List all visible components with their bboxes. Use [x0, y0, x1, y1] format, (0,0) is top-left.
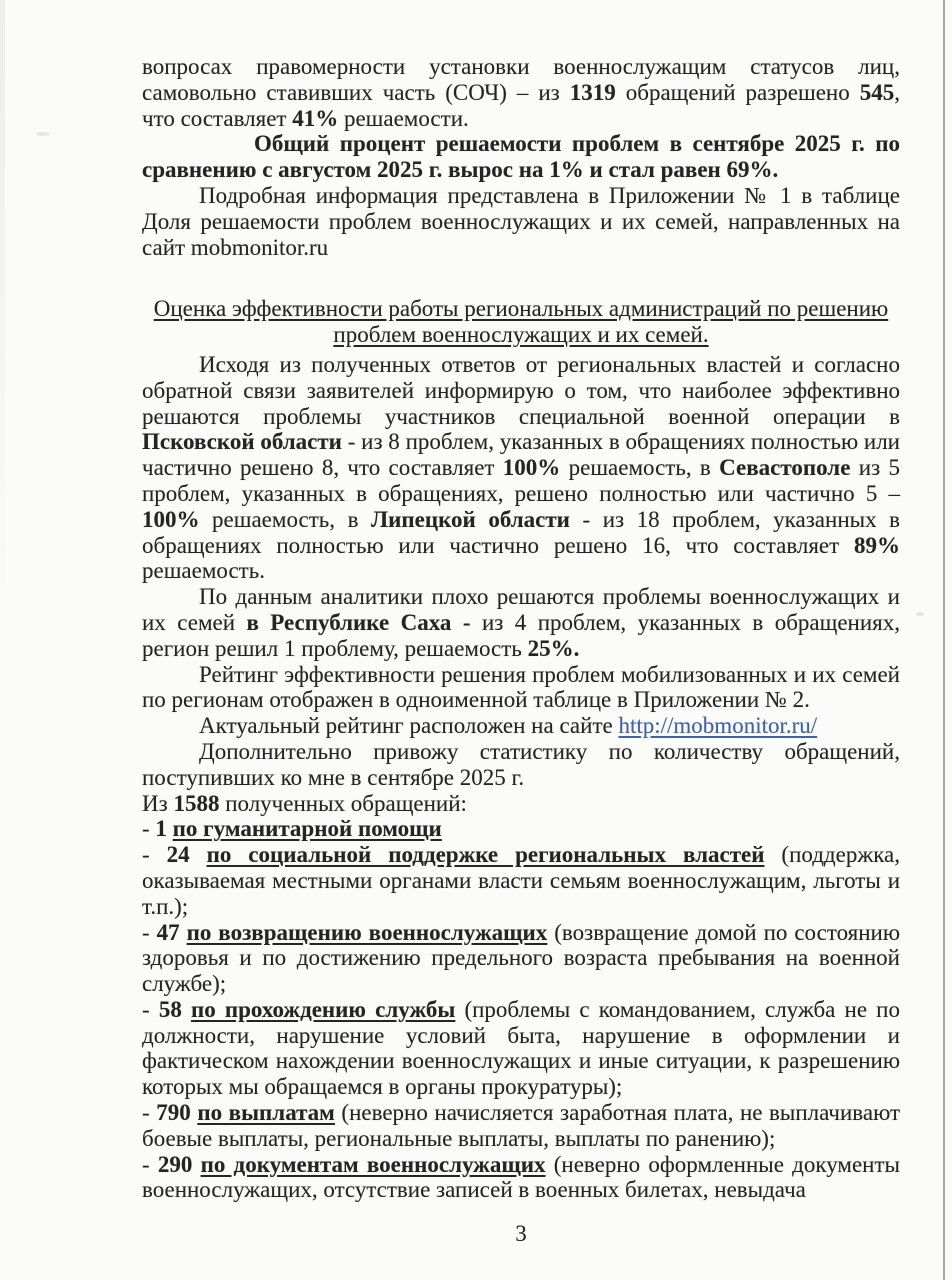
paragraph-best-regions [142, 352, 900, 584]
text-run: обращений разрешено [615, 79, 860, 105]
text-run: - [142, 996, 159, 1022]
text-run: По данным аналитики плохо решаются проблемы военнослужащих и их семей [142, 584, 900, 635]
text-run: 25%. [527, 635, 580, 661]
text-run: - [142, 816, 156, 842]
text-run: - [142, 919, 157, 945]
paragraph-stats-intro [142, 739, 900, 791]
list-item-documents [142, 1152, 900, 1204]
text-run: 89% [854, 532, 900, 558]
text-run: Подробная информация представлена в Приложении № 1 в таблице Доля решаемости проблем военнослужащих и их семей, направленных на сайт mobmonitor.ru [142, 182, 900, 260]
list-item-return [142, 920, 900, 997]
text-run: решаемости. [338, 105, 469, 131]
text-run: 1588 [173, 790, 220, 816]
text-run: Из [142, 790, 174, 816]
text-run: (неверно оформленные документы военнослужащих, отсутствие записей в военных билетах, невыдача [142, 1151, 900, 1203]
text-run: - [142, 842, 167, 868]
text-run: Рейтинг эффективности решения проблем мобилизованных и их семей по регионам отображен в одноименной таблице в Приложении № 2. [142, 661, 900, 713]
text-run: - из 8 проблем, указанных в обращениях полностью или частично решено 8, что составляет [142, 429, 900, 481]
text-run: из 4 проблем, указанных в обращениях, регион решил 1 проблему, решаемость [142, 609, 900, 661]
paragraph-total-percent [142, 131, 900, 183]
paragraph-rating-site [142, 713, 900, 739]
text-run: (поддержка, оказываемая местными органами власти семьям военнослужащим, льготы и т.п.); [142, 842, 901, 919]
scan-edge-line [943, 0, 945, 1280]
mobmonitor-link[interactable]: http://mobmonitor.ru/ [618, 713, 818, 739]
text-run: по документам военнослужащих [200, 1151, 546, 1177]
text-run: (возвращение домой по состоянию здоровья и по достижению предельного возраста пребывания на военной службе); [142, 919, 901, 997]
text-run: решаемость, в [199, 506, 371, 532]
text-run: по гуманитарной помощи [172, 816, 442, 842]
text-run: из 5 проблем, указанных в обращениях, решено полностью или частично 5 – [142, 455, 900, 506]
section-heading [142, 296, 900, 348]
scan-artifact [916, 612, 924, 616]
text-run: 1319 [569, 79, 616, 105]
text-run: 47 [156, 919, 187, 945]
list-item-service [142, 997, 900, 1100]
text-run: - из 18 проблем, указанных в обращениях полностью или частично решено 16, что составляет [142, 506, 900, 558]
text-run: по социальной поддержке региональных властей [206, 842, 765, 868]
text-run: по прохождению службы [190, 996, 456, 1022]
text-run: полученных обращений: [219, 790, 467, 816]
text-run: 545 [859, 79, 895, 105]
text-run: решаемость. [142, 558, 265, 584]
scan-edge-shading [0, 0, 5, 660]
text-run: решаемость, в [560, 455, 720, 481]
text-run: 290 [157, 1151, 201, 1177]
paragraph-worst-region [142, 584, 900, 661]
text-run: 24 [166, 842, 207, 868]
text-run: Севастополе [719, 455, 851, 481]
text-run: (проблемы с командованием, служба не по должности, нарушение условий быта, нарушение в оформлении и фактическом нахождении военнослужащих и иные ситуации, к разрешению которых мы обращаемся в органы прокуратуры); [142, 996, 900, 1100]
text-run: Оценка эффективности работы региональных администраций по решению проблем военнослужащих и их семей. [153, 296, 889, 348]
text-run: Актуальный рейтинг расположен на сайте [199, 713, 619, 739]
paragraph-total-received [142, 791, 900, 817]
paragraph-soch-stats [142, 54, 900, 131]
list-item-social-support [142, 842, 900, 919]
text-run: 100% [502, 455, 561, 481]
text-run: Псковской области [142, 429, 342, 455]
text-run: (неверно начисляется заработная плата, не выплачивают боевые выплаты, региональные выплаты, выплаты по ранению); [142, 1100, 901, 1151]
scan-artifact [36, 132, 50, 136]
text-run: Дополнительно привожу статистику по количеству обращений, поступивших ко мне в сентябре 2025 г. [142, 738, 900, 790]
text-run: по выплатам [197, 1100, 335, 1126]
text-run: Исходя из полученных ответов от региональных властей и согласно обратной связи заявителей информирую о том, что наиболее эффективно решаются проблемы участников специальной военной операции в [142, 351, 900, 429]
text-run: - [142, 1100, 157, 1126]
text-run: Общий процент решаемости проблем в сентябре 2025 г. по сравнению с августом 2025 г. вырос на 1% и стал равен 69%. [142, 131, 900, 183]
text-run: , что составляет [142, 79, 900, 131]
text-run: 790 [156, 1100, 198, 1126]
list-item-humanitarian [142, 816, 900, 842]
text-run: 1 [155, 816, 173, 842]
text-run: - [142, 1151, 158, 1177]
text-run: вопросах правомерности установки военнослужащим статусов лиц, самовольно ставивших часть (СОЧ) – из [142, 54, 900, 105]
paragraph-rating-appendix-2 [142, 662, 900, 714]
text-run: 41% [292, 105, 339, 131]
text-run: Липецкой области [370, 506, 570, 532]
paragraph-appendix-1 [142, 183, 900, 260]
document-body [142, 54, 900, 1247]
text-run: 58 [158, 996, 191, 1022]
list-item-payments [142, 1100, 900, 1152]
page-number: 3 [515, 1221, 527, 1247]
text-run: в Республике Саха - [246, 609, 471, 635]
text-run: 100% [142, 506, 200, 532]
text-run: по возвращению военнослужащих [186, 919, 548, 945]
